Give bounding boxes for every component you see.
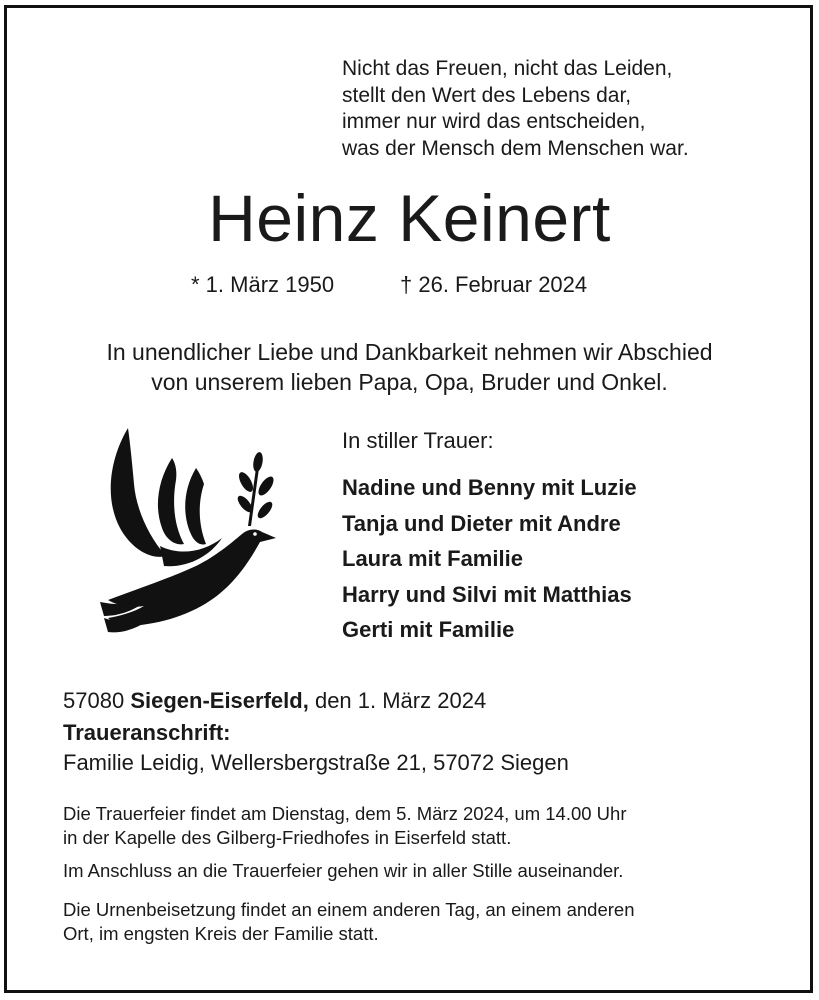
mourner-entry: Laura mit Familie <box>342 546 523 571</box>
place-zip: 57080 <box>63 688 125 713</box>
farewell-line: In unendlicher Liebe und Dankbarkeit nehmen wir Abschied <box>106 339 713 365</box>
info-line: in der Kapelle des Gilberg-Friedhofes in Eiserfeld statt. <box>63 827 512 848</box>
mourning-address-label: Traueranschrift: <box>63 720 231 745</box>
place-city: Siegen-Eiserfeld, <box>130 688 309 713</box>
mourners-label: In stiller Trauer: <box>342 428 494 453</box>
funeral-service-info <box>63 802 627 850</box>
mourner-entry: Tanja und Dieter mit Andre <box>342 510 621 536</box>
urn-burial-info <box>63 898 635 946</box>
after-service-info <box>63 859 623 883</box>
mourner-entry: Harry und Silvi mit Matthias <box>342 581 632 607</box>
mourners-list <box>342 470 637 648</box>
farewell-text <box>0 337 819 397</box>
poem-line: Nicht das Freuen, nicht das Leiden, <box>342 57 673 80</box>
poem-line: immer nur wird das entscheiden, <box>342 110 646 133</box>
mourning-address: Familie Leidig, Wellersbergstraße 21, 57072 Siegen <box>63 750 569 775</box>
death-date: † 26. Februar 2024 <box>400 272 588 297</box>
poem <box>342 56 689 162</box>
place-date: den 1. März 2024 <box>314 688 487 713</box>
birth-date: * 1. März 1950 <box>191 272 335 297</box>
farewell-line: von unserem lieben Papa, Opa, Bruder und Onkel. <box>151 369 668 395</box>
mourner-entry: Gerti mit Familie <box>342 617 515 642</box>
mourner-entry: Nadine und Benny mit Luzie <box>342 475 637 500</box>
dove-with-olive-branch-icon <box>100 428 280 638</box>
info-line: Im Anschluss an die Trauerfeier gehen wir in aller Stille auseinander. <box>63 860 624 881</box>
info-line: Die Urnenbeisetzung findet an einem anderen Tag, an einem anderen <box>63 899 635 920</box>
info-line: Die Trauerfeier findet am Dienstag, dem 5. März 2024, um 14.00 Uhr <box>63 803 627 824</box>
place-and-date <box>63 688 486 714</box>
poem-line: stellt den Wert des Lebens dar, <box>342 83 632 107</box>
deceased-name: Heinz Keinert <box>208 181 611 255</box>
poem-line: was der Mensch dem Menschen war. <box>342 136 689 160</box>
info-line: Ort, im engsten Kreis der Familie statt. <box>63 923 379 944</box>
